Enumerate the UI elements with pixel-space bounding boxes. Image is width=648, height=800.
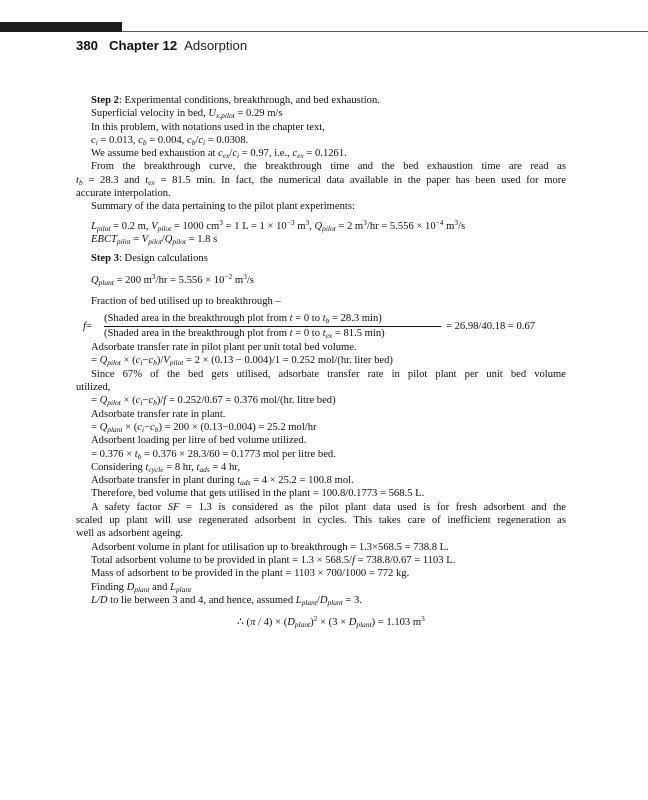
safety-factor-line-2: scaled up plant will use regenerated adsorbent in cycles. This takes care of inefficient regeneration as <box>76 515 566 527</box>
fraction-denominator: (Shaded area in the breakthrough plot from t = 0 to $t_{ex} = 81.5$ min) <box>104 328 385 341</box>
step3-heading: Step 3: Design calculations <box>91 253 208 265</box>
total-volume-line: Total adsorbent volume to be provided in plant = 1.3 × 568.5/f = 738.8/0.67 = 1103 L. <box>91 554 456 566</box>
finding-line: Finding $D_{plant}$ and $L_{plant}$ <box>91 581 192 594</box>
page-number: 380 <box>76 38 99 53</box>
cycle-line: Considering $t_{cycle} = 8$ hr, $t_{ads} = 4$ hr, <box>91 461 241 474</box>
plant-rate-heading: Adsorbate transfer rate in plant. <box>91 408 226 420</box>
header-bar <box>0 22 122 32</box>
breakthrough-line-1: From the breakthrough curve, the breakthrough time and the bed exhaustion time are read as <box>91 161 566 173</box>
bed-volume-line: Therefore, bed volume that gets utilised in the plant = 100.8/0.1773 = 568.5 L. <box>91 488 425 500</box>
chapter-title: Adsorption <box>184 38 248 53</box>
adsorbate-rate-heading: Adsorbate transfer rate in pilot plant per unit total bed volume. <box>91 342 357 354</box>
breakthrough-line-2: $t_b = 28.3$ and $t_{ex} = 81.5$ min. In fact, the numerical data available in the paper has been used for more <box>76 174 566 187</box>
page-body <box>76 94 566 629</box>
utilised-rate-line-2: utilized, <box>76 382 111 394</box>
step2-heading: Step 2: Experimental conditions, breakthrough, and bed exhaustion. <box>91 95 380 106</box>
fraction-result: = 26.98/40.18 = 0.67 <box>446 321 536 333</box>
safety-factor-line-3: well as adsorbent ageing. <box>76 528 184 540</box>
superficial-velocity: Superficial velocity in bed, $U_{x,pilot} = 0.29$ m/s <box>91 108 283 121</box>
running-header <box>76 38 247 53</box>
adsorbent-volume-line: Adsorbent volume in plant for utilisation up to breakthrough = 1.3×568.5 = 738.8 L. <box>91 541 449 553</box>
final-equation: ∴ $(\pi / 4) \times (D_{plant})^2 \times (3 \times D_{plant}) = 1.103$ $m^3$ <box>237 614 425 630</box>
exhaustion-assumption: We assume bed exhaustion at $c_{ex}/c_i = 0.97$, i.e., $c_{ex} = 0.1261$. <box>91 148 347 161</box>
fraction-equation <box>76 311 566 341</box>
summary-line: Summary of the data pertaining to the pilot plant experiments: <box>91 201 355 213</box>
loading-heading: Adsorbent loading per litre of bed volume utilized. <box>91 435 307 447</box>
plant-flow-line: $Q_{plant} = 200$ $m^3/hr = 5.556 \times 10^{-2}$ $m^3/s$ <box>91 271 254 287</box>
fraction-numerator: (Shaded area in the breakthrough plot from t = 0 to $t_b = 28.3$ min) <box>104 313 382 326</box>
mass-line: Mass of adsorbent to be provided in the plant = 1103 × 700/1000 = 772 kg. <box>91 568 410 580</box>
breakthrough-line-3: accurate interpolation. <box>76 188 171 200</box>
safety-factor-line-1: A safety factor SF = 1.3 is considered as the pilot plant data used is for fresh adsorbent and the <box>91 501 567 513</box>
utilised-rate-line-1: Since 67% of the bed gets utilised, adsorbate transfer rate in pilot plant per unit bed volume <box>91 368 566 380</box>
loading-calc: = $0.376 \times t_b = 0.376 \times 28.3/60 = 0.1773$ mol per litre bed. <box>91 448 336 461</box>
ld-ratio-line: L/D to lie between 3 and 4, and hence, assumed $L_{plant}/D_{plant} = 3$. <box>91 594 362 607</box>
header-rule <box>122 31 648 32</box>
notation-line: In this problem, with notations used in the chapter text, <box>91 121 325 133</box>
plant-rate-calc: = $Q_{plant} \times (c_i-c_b) = 200 \times (0.13-0.004) = 25.2$ mol/hr <box>91 421 317 434</box>
pilot-data-line-2: $EBCT_{pilot} = V_{pilot}/Q_{pilot} = 1.8$ s <box>91 233 218 246</box>
transfer-line: Adsorbate transfer in plant during $t_{ads} = 4 \times 25.2 = 100.8$ mol. <box>91 475 354 488</box>
fraction-intro: Fraction of bed utilised up to breakthrough – <box>91 295 281 307</box>
adsorbate-rate-calc: = $Q_{pilot} \times (c_i-c_b)/V_{pilot} = 2 \times (0.13 - 0.004)/1 = 0.252$ mol/(hr. liter bed) <box>91 355 393 368</box>
utilised-rate-calc: = $Q_{pilot} \times (c_i-c_b)/f = 0.252/0.67 = 0.376$ mol/(hr. litre bed) <box>91 395 336 408</box>
concentration-line: $c_i = 0.013$, $c_b = 0.004$, $c_b/c_i = 0.0308$. <box>91 134 249 147</box>
fraction-symbol: f= <box>83 321 92 333</box>
chapter-label: Chapter 12 <box>109 38 178 53</box>
pilot-data-line-1: $L_{pilot} = 0.2$ m, $V_{pilot} = 1000$ $cm^3 = 1$ $L = 1 \times 10^{-3}$ $m^3$, $Q_{pilot} = 2$ $m^3/hr = 5.556 \times 10^{-4}$ $m^3/s$ <box>91 217 466 233</box>
